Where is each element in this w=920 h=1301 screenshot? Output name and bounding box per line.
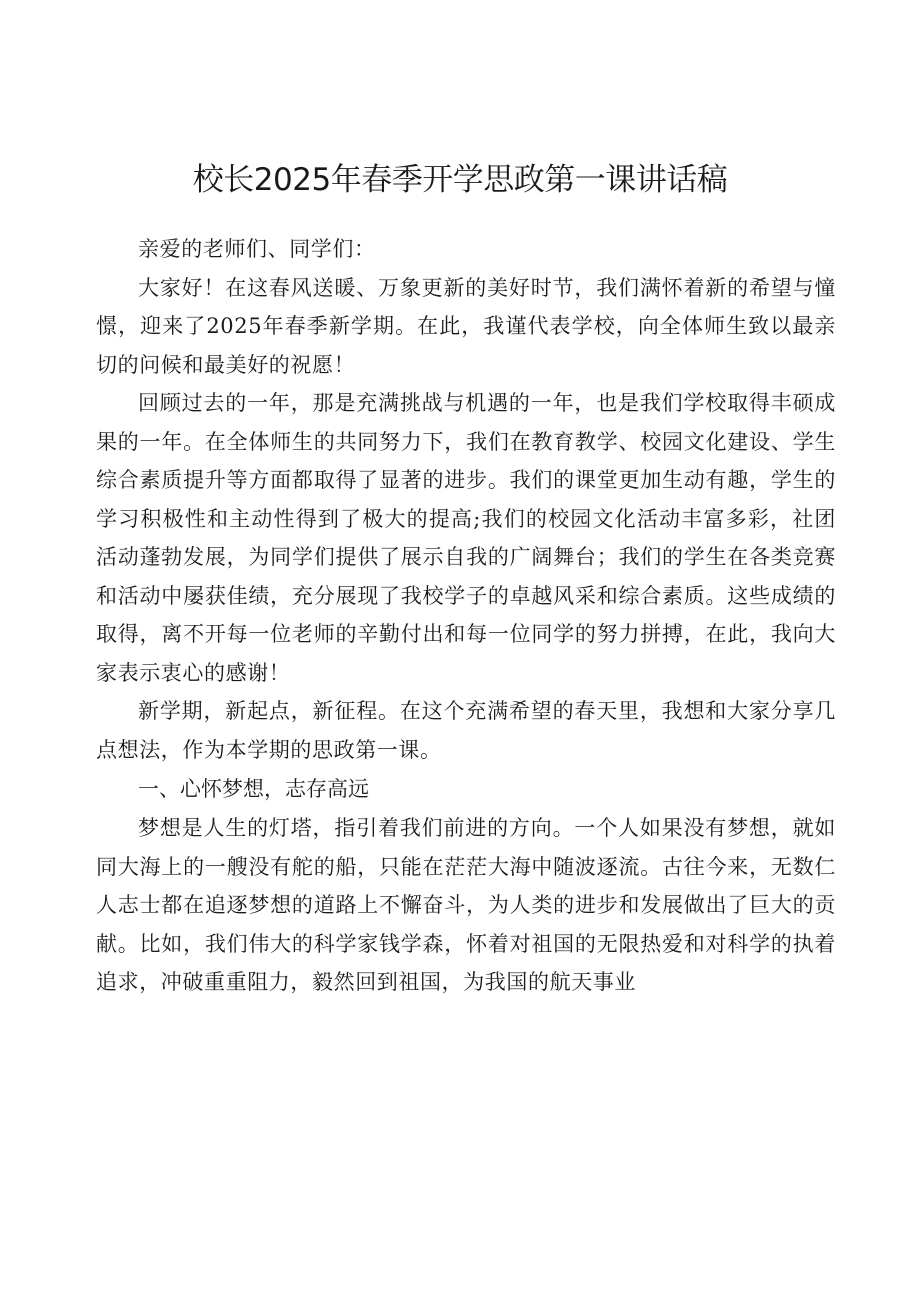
salutation: 亲爱的老师们、同学们： (138, 237, 376, 261)
section-heading: 一、心怀梦想，志存高远 (138, 777, 369, 801)
paragraph-greeting: 大家好！在这春风送暖、万象更新的美好时节，我们满怀着新的希望与憧憬，迎来了2025年春季新学期。在此，我谨代表学校，向全体师生致以最亲切的问候和最美好的祝愿！ (96, 275, 836, 377)
paragraph-dreams: 梦想是人生的灯塔，指引着我们前进的方向。一个人如果没有梦想，就如同大海上的一艘没有舵的船，只能在茫茫大海中随波逐流。古往今来，无数仁人志士都在追逐梦想的道路上不懈奋斗，为人类的进步和发展做出了巨大的贡献。比如，我们伟大的科学家钱学森，怀着对祖国的无限热爱和对科学的执着追求，冲破重重阻力，毅然回到祖国，为我国的航天事业 (96, 816, 836, 994)
paragraph-review: 回顾过去的一年，那是充满挑战与机遇的一年，也是我们学校取得丰硕成果的一年。在全体师生的共同努力下，我们在教育教学、校园文化建设、学生综合素质提升等方面都取得了显著的进步。我们的课堂更加生动有趣，学生的学习积极性和主动性得到了极大的提高;我们的校园文化活动丰富多彩，社团活动蓬勃发展，为同学们提供了展示自我的广阔舞台；我们的学生在各类竞赛和活动中屡获佳绩，充分展现了我校学子的卓越风采和综合素质。这些成绩的取得，离不开每一位老师的辛勤付出和每一位同学的努力拼搏，在此，我向大家表示衷心的感谢！ (96, 391, 836, 685)
document-body (96, 230, 836, 1002)
document-title: 校长2025年春季开学思政第一课讲话稿 (192, 162, 728, 198)
paragraph-new-semester: 新学期，新起点，新征程。在这个充满希望的春天里，我想和大家分享几点想法，作为本学期的思政第一课。 (96, 699, 836, 762)
